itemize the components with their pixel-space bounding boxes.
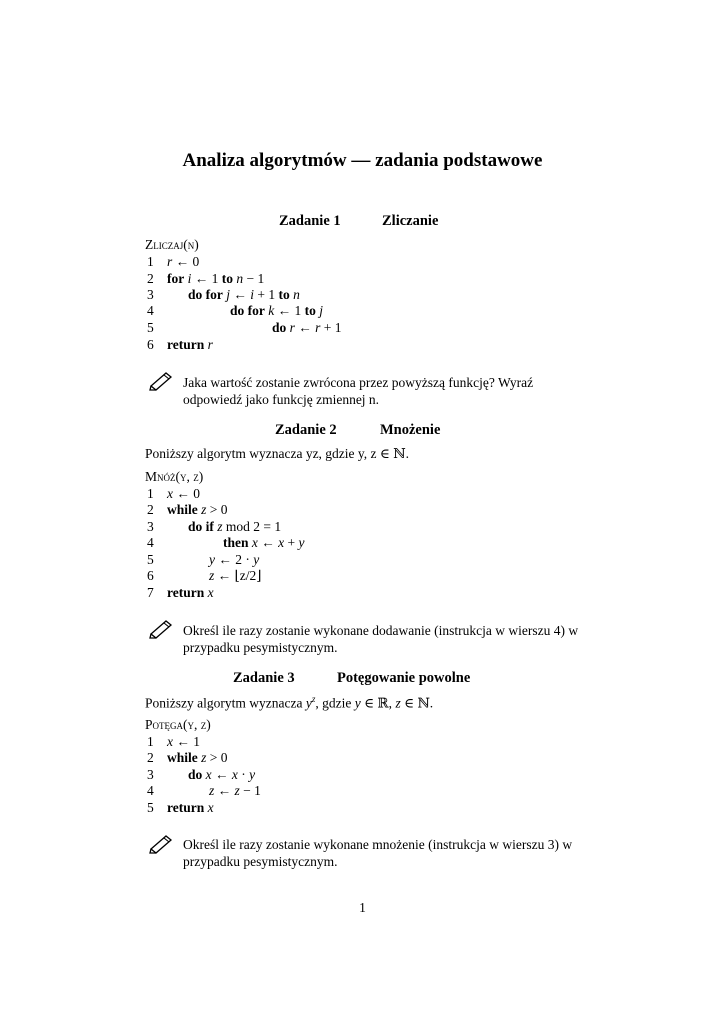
- algorithm-header: Mnóż(y, z): [145, 469, 204, 484]
- task-note: Jaka wartość zostanie zwrócona przez powyższą funkcję? Wyraź odpowiedź jako funkcję zmiennej n.: [183, 375, 534, 407]
- code-text: do x ← x · y: [188, 767, 256, 782]
- code-text: return r: [167, 337, 213, 352]
- line-number: 2: [147, 750, 154, 765]
- code-text: do if z mod 2 = 1: [188, 519, 282, 534]
- line-number: 4: [147, 783, 154, 798]
- line-number: 3: [147, 767, 154, 782]
- line-number: 7: [147, 585, 154, 600]
- code-line: [147, 320, 342, 336]
- code-line: [147, 486, 200, 502]
- code-line: [147, 271, 265, 287]
- line-number: 3: [147, 287, 154, 302]
- code-text: z ← ⌊z/2⌋: [209, 568, 262, 583]
- algorithm-header: Potęga(y, z): [145, 717, 211, 732]
- line-number: 2: [147, 502, 154, 517]
- line-number: 1: [147, 486, 154, 501]
- code-text: while z > 0: [167, 750, 228, 765]
- code-text: for i ← 1 to n − 1: [167, 271, 265, 286]
- code-line: [147, 254, 200, 270]
- code-line: [147, 552, 260, 568]
- code-text: x ← 1: [167, 734, 200, 749]
- task-note: Określ ile razy zostanie wykonane dodawanie (instrukcja w wierszu 4) w przypadku pesymistycznym.: [183, 623, 579, 655]
- page-title: Analiza algorytmów — zadania podstawowe: [182, 150, 543, 171]
- page-number: 1: [359, 900, 366, 915]
- section-name: Mnożenie: [380, 422, 441, 438]
- line-number: 4: [147, 535, 154, 550]
- section-intro: Poniższy algorytm wyznacza $y^z$, gdzie y ∈ ℝ, z ∈ ℕ.: [145, 694, 434, 711]
- line-number: 1: [147, 254, 154, 269]
- line-number: 5: [147, 552, 154, 567]
- code-line: [147, 800, 214, 816]
- line-number: 6: [147, 337, 154, 352]
- section-intro: Poniższy algorytm wyznacza yz, gdzie y, z ∈ ℕ.: [145, 446, 409, 461]
- section-number: Zadanie 1: [279, 213, 341, 229]
- code-line: [147, 519, 282, 535]
- code-text: y ← 2 · y: [209, 552, 260, 567]
- line-number: 6: [147, 568, 154, 583]
- line-number: 4: [147, 303, 154, 318]
- code-line: [147, 287, 300, 303]
- code-text: do r ← r + 1: [272, 320, 342, 335]
- code-line: [147, 303, 324, 319]
- pencil-icon: [148, 617, 174, 639]
- line-number: 5: [147, 800, 154, 815]
- pencil-icon: [148, 832, 174, 854]
- code-text: do for j ← i + 1 to n: [188, 287, 300, 302]
- code-line: [147, 750, 228, 766]
- code-line: [147, 535, 305, 551]
- code-line: [147, 502, 228, 518]
- section-number: Zadanie 2: [275, 422, 337, 438]
- code-text: x ← 0: [167, 486, 200, 501]
- line-number: 3: [147, 519, 154, 534]
- pencil-icon: [148, 369, 174, 391]
- section-name: Zliczanie: [382, 213, 439, 229]
- code-line: [147, 585, 214, 601]
- section-name: Potęgowanie powolne: [337, 670, 471, 686]
- code-line: [147, 783, 261, 799]
- line-number: 2: [147, 271, 154, 286]
- section-number: Zadanie 3: [233, 670, 295, 686]
- line-number: 1: [147, 734, 154, 749]
- code-text: return x: [167, 585, 214, 600]
- code-text: then x ← x + y: [223, 535, 305, 550]
- code-text: while z > 0: [167, 502, 228, 517]
- code-line: [147, 568, 262, 584]
- code-line: [147, 337, 213, 353]
- line-number: 5: [147, 320, 154, 335]
- code-text: z ← z − 1: [209, 783, 261, 798]
- code-line: [147, 734, 200, 750]
- algorithm-header: Zliczaj(n): [145, 237, 199, 252]
- code-text: do for k ← 1 to j: [230, 303, 324, 318]
- task-note: Określ ile razy zostanie wykonane mnożenie (instrukcja w wierszu 3) w przypadku pesymistycznym.: [183, 837, 573, 869]
- code-text: r ← 0: [167, 254, 200, 269]
- code-line: [147, 767, 256, 783]
- code-text: return x: [167, 800, 214, 815]
